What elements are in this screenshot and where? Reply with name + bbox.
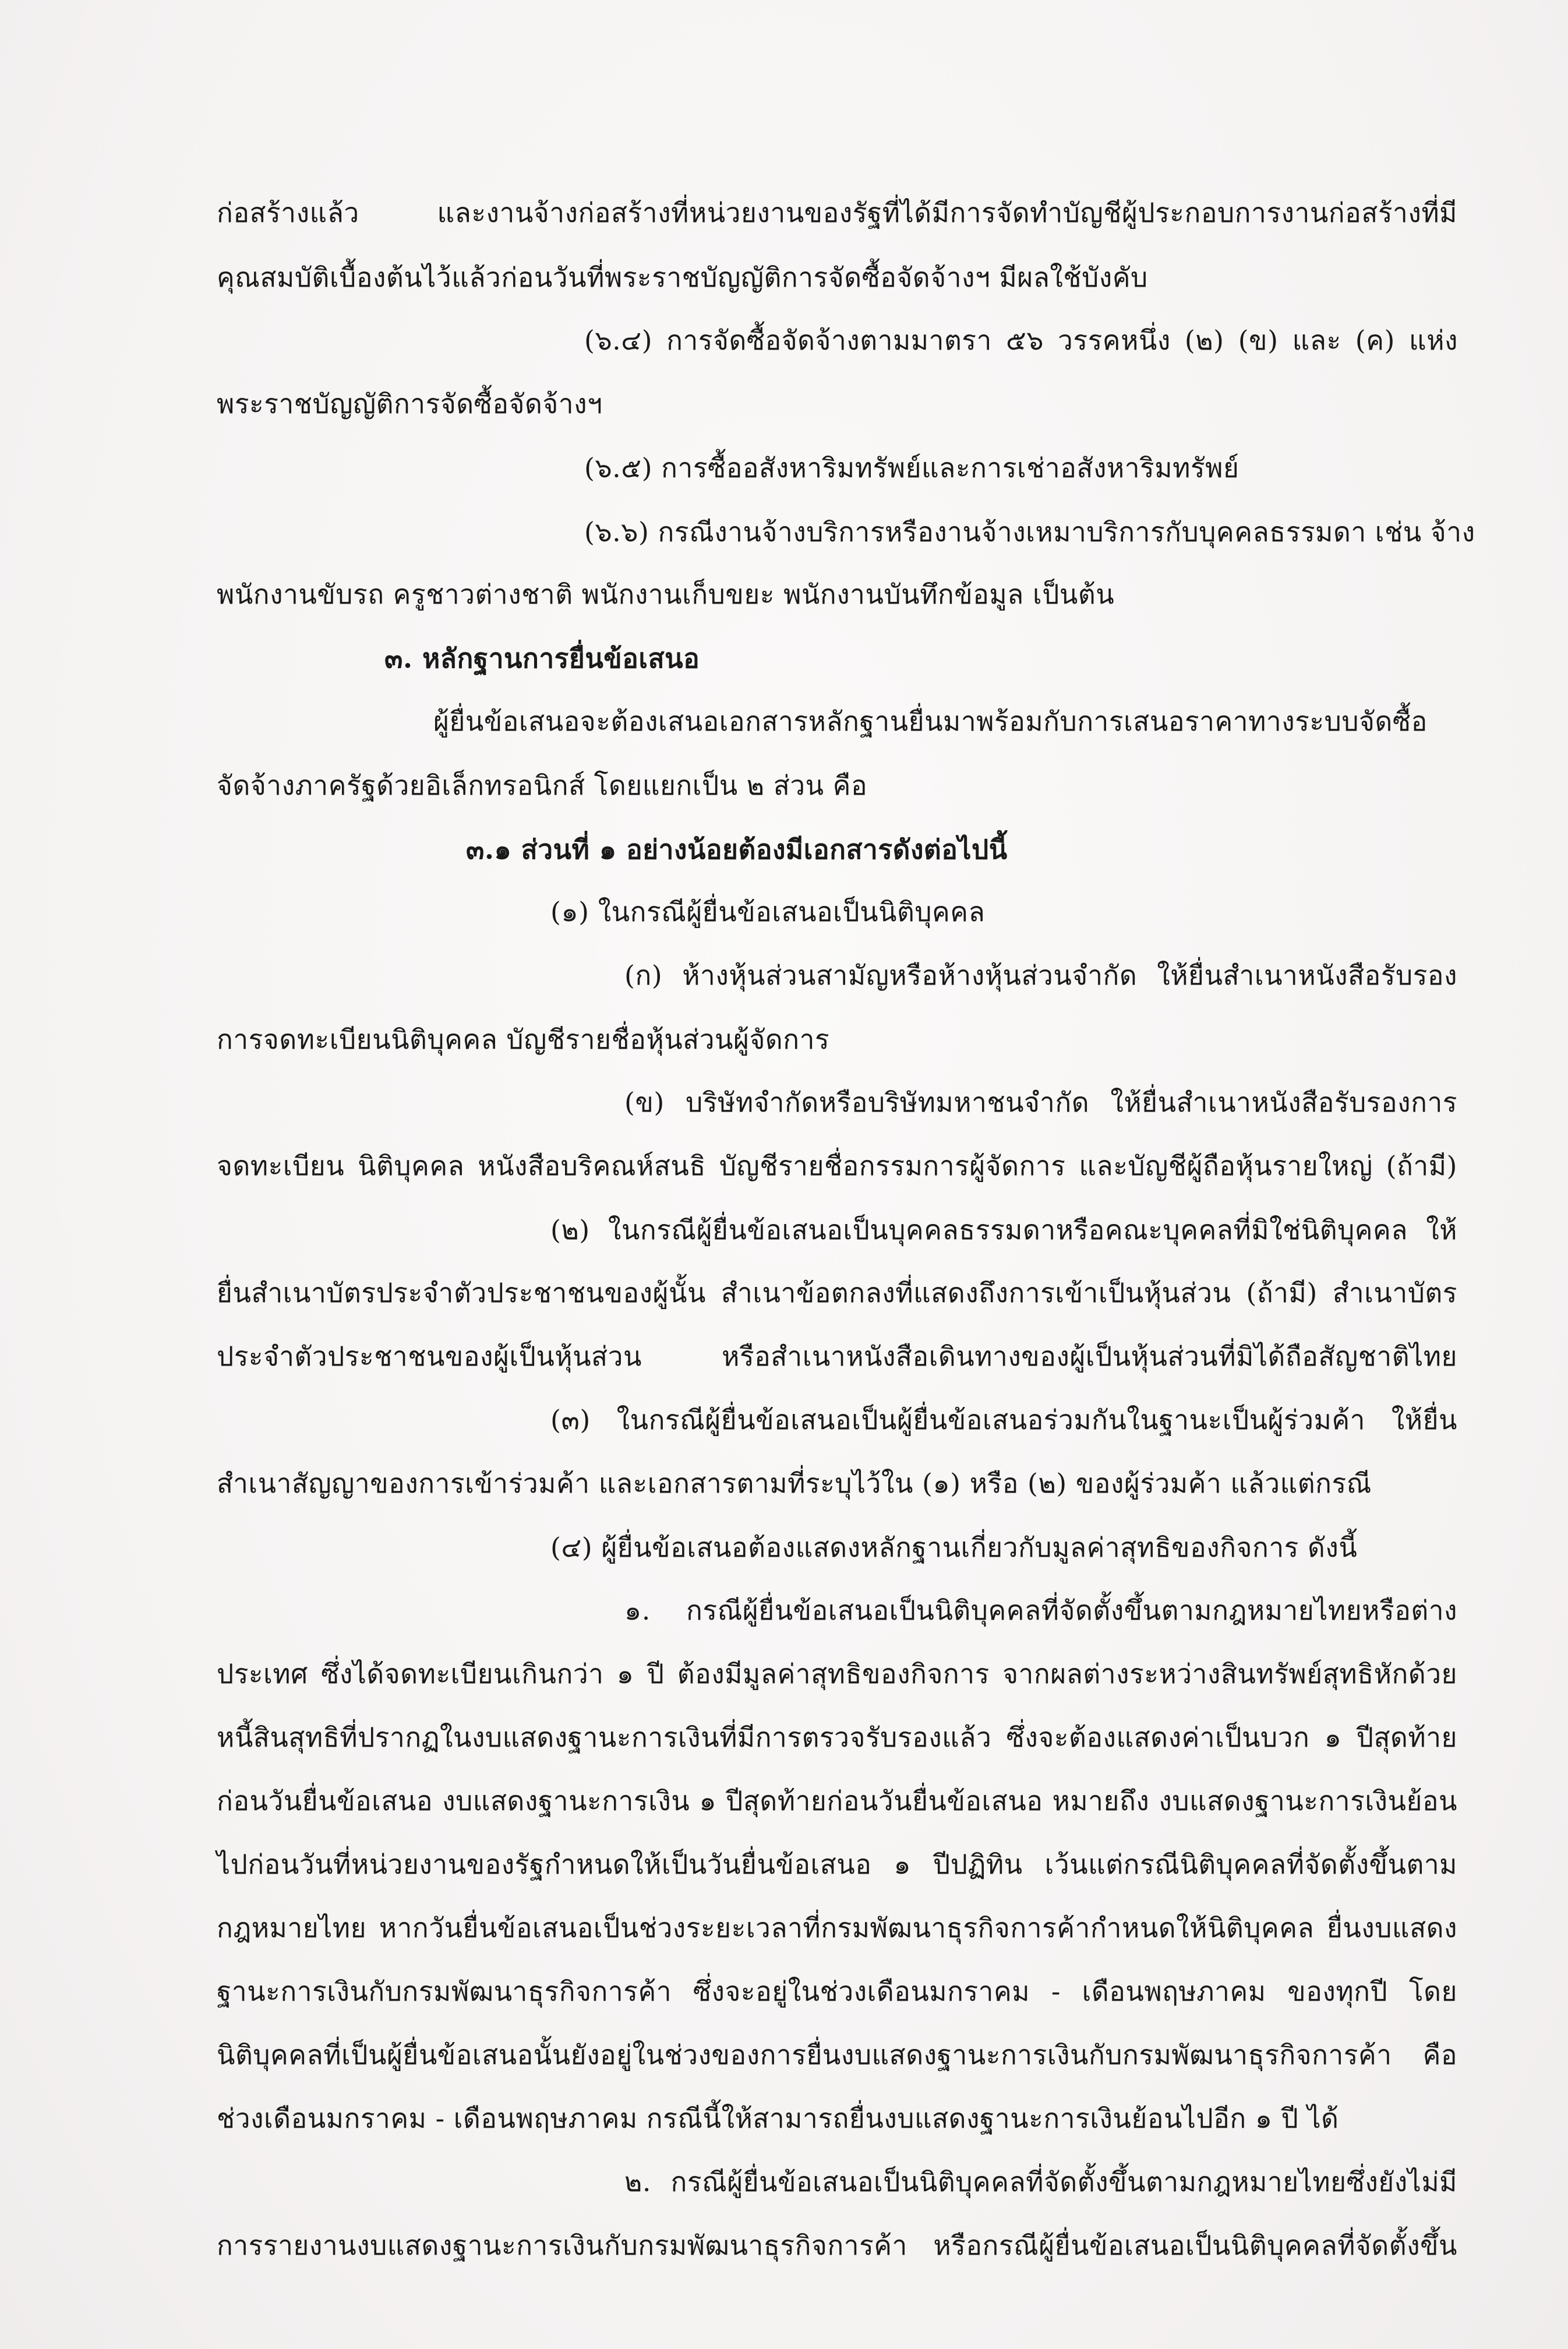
- text-line: ฐานะการเงินกับกรมพัฒนาธุรกิจการค้า ซึ่งจะอยู่ในช่วงเดือนมกราคม - เดือนพฤษภาคม ของทุกปี โดย: [217, 1976, 1457, 2007]
- text-line: การรายงานงบแสดงฐานะการเงินกับกรมพัฒนาธุรกิจการค้า หรือกรณีผู้ยื่นข้อเสนอเป็นนิติบุคคลที่จัดตั้งขึ้น: [217, 2230, 1457, 2261]
- text-line: จัดจ้างภาครัฐด้วยอิเล็กทรอนิกส์ โดยแยกเป็น ๒ ส่วน คือ: [217, 770, 868, 801]
- text-line: หนี้สินสุทธิที่ปรากฏในงบแสดงฐานะการเงินที่มีการตรวจรับรองแล้ว ซึ่งจะต้องแสดงค่าเป็นบวก ๑ ปีสุดท้าย: [217, 1722, 1457, 1753]
- text-line: ช่วงเดือนมกราคม - เดือนพฤษภาคม กรณีนี้ให้สามารถยื่นงบแสดงฐานะการเงินย้อนไปอีก ๑ ปี ได้: [217, 2103, 1339, 2134]
- text-line: พระราชบัญญัติการจัดซื้อจัดจ้างฯ: [217, 388, 603, 419]
- text-line: ๑. กรณีผู้ยื่นข้อเสนอเป็นนิติบุคคลที่จัดตั้งขึ้นตามกฎหมายไทยหรือต่าง: [624, 1595, 1457, 1626]
- subsection-heading: ๓.๑ ส่วนที่ ๑ อย่างน้อยต้องมีเอกสารดังต่อไปนี้: [466, 834, 1008, 865]
- text-line: (๓) ในกรณีผู้ยื่นข้อเสนอเป็นผู้ยื่นข้อเสนอร่วมกันในฐานะเป็นผู้ร่วมค้า ให้ยื่น: [550, 1404, 1457, 1436]
- text-line: (๒) ในกรณีผู้ยื่นข้อเสนอเป็นบุคคลธรรมดาหรือคณะบุคคลที่มิใช่นิติบุคคล ให้: [550, 1214, 1457, 1246]
- section-heading: ๓. หลักฐานการยื่นข้อเสนอ: [384, 643, 700, 674]
- text-line: ประจำตัวประชาชนของผู้เป็นหุ้นส่วน หรือสำเนาหนังสือเดินทางของผู้เป็นหุ้นส่วนที่มิได้ถือสัญชาติไทย: [217, 1341, 1457, 1372]
- text-line: นิติบุคคลที่เป็นผู้ยื่นข้อเสนอนั้นยังอยู่ในช่วงของการยื่นงบแสดงฐานะการเงินกับกรมพัฒนาธุรกิจการค้า คือ: [217, 2039, 1457, 2071]
- text-line: สำเนาสัญญาของการเข้าร่วมค้า และเอกสารตามที่ระบุไว้ใน (๑) หรือ (๒) ของผู้ร่วมค้า แล้วแต่กรณี: [217, 1468, 1372, 1499]
- text-line: ก่อสร้างแล้ว และงานจ้างก่อสร้างที่หน่วยงานของรัฐที่ได้มีการจัดทำบัญชีผู้ประกอบการงานก่อสร้างที่มี: [217, 197, 1457, 228]
- text-line: จดทะเบียน นิติบุคคล หนังสือบริคณห์สนธิ บัญชีรายชื่อกรรมการผู้จัดการ และบัญชีผู้ถือหุ้นรายใหญ่ (ถ้ามี): [217, 1150, 1457, 1181]
- text-line: (๖.๕) การซื้ออสังหาริมทรัพย์และการเช่าอสังหาริมทรัพย์: [584, 452, 1239, 484]
- text-line: (๖.๖) กรณีงานจ้างบริการหรืองานจ้างเหมาบริการกับบุคคลธรรมดา เช่น จ้าง: [584, 516, 1475, 548]
- text-line: ผู้ยื่นข้อเสนอจะต้องเสนอเอกสารหลักฐานยื่นมาพร้อมกับการเสนอราคาทางระบบจัดซื้อ: [433, 706, 1428, 737]
- text-line: ยื่นสำเนาบัตรประจำตัวประชาชนของผู้นั้น สำเนาข้อตกลงที่แสดงถึงการเข้าเป็นหุ้นส่วน (ถ้ามี) สำเนาบัตร: [217, 1277, 1457, 1308]
- text-line: การจดทะเบียนนิติบุคคล บัญชีรายชื่อหุ้นส่วนผู้จัดการ: [217, 1024, 830, 1055]
- text-line: (๔) ผู้ยื่นข้อเสนอต้องแสดงหลักฐานเกี่ยวกับมูลค่าสุทธิของกิจการ ดังนี้: [550, 1532, 1358, 1563]
- text-line: (ข) บริษัทจำกัดหรือบริษัทมหาชนจำกัด ให้ยื่นสำเนาหนังสือรับรองการ: [624, 1087, 1457, 1118]
- text-line: (๑) ในกรณีผู้ยื่นข้อเสนอเป็นนิติบุคคล: [550, 896, 986, 927]
- text-line: ประเทศ ซึ่งได้จดทะเบียนเกินกว่า ๑ ปี ต้องมีมูลค่าสุทธิของกิจการ จากผลต่างระหว่างสินทรัพย์สุทธิหักด้วย: [217, 1658, 1457, 1690]
- text-line: ๒. กรณีผู้ยื่นข้อเสนอเป็นนิติบุคคลที่จัดตั้งขึ้นตามกฎหมายไทยซึ่งยังไม่มี: [624, 2166, 1457, 2198]
- text-line: พนักงานขับรถ ครูชาวต่างชาติ พนักงานเก็บขยะ พนักงานบันทึกข้อมูล เป็นต้น: [217, 579, 1115, 610]
- text-line: กฎหมายไทย หากวันยื่นข้อเสนอเป็นช่วงระยะเวลาที่กรมพัฒนาธุรกิจการค้ากำหนดให้นิติบุคคล ยื่นงบแสดง: [217, 1912, 1457, 1944]
- text-line: (ก) ห้างหุ้นส่วนสามัญหรือห้างหุ้นส่วนจำกัด ให้ยื่นสำเนาหนังสือรับรอง: [624, 960, 1457, 991]
- text-line: (๖.๔) การจัดซื้อจัดจ้างตามมาตรา ๕๖ วรรคหนึ่ง (๒) (ข) และ (ค) แห่ง: [584, 325, 1458, 356]
- text-line: ไปก่อนวันที่หน่วยงานของรัฐกำหนดให้เป็นวันยื่นข้อเสนอ ๑ ปีปฏิทิน เว้นแต่กรณีนิติบุคคลที่จัดตั้งขึ้นตาม: [217, 1849, 1457, 1880]
- text-line: คุณสมบัติเบื้องต้นไว้แล้วก่อนวันที่พระราชบัญญัติการจัดซื้อจัดจ้างฯ มีผลใช้บังคับ: [217, 262, 1148, 293]
- text-line: ก่อนวันยื่นข้อเสนอ งบแสดงฐานะการเงิน ๑ ปีสุดท้ายก่อนวันยื่นข้อเสนอ หมายถึง งบแสดงฐานะการเงินย้อน: [217, 1785, 1457, 1817]
